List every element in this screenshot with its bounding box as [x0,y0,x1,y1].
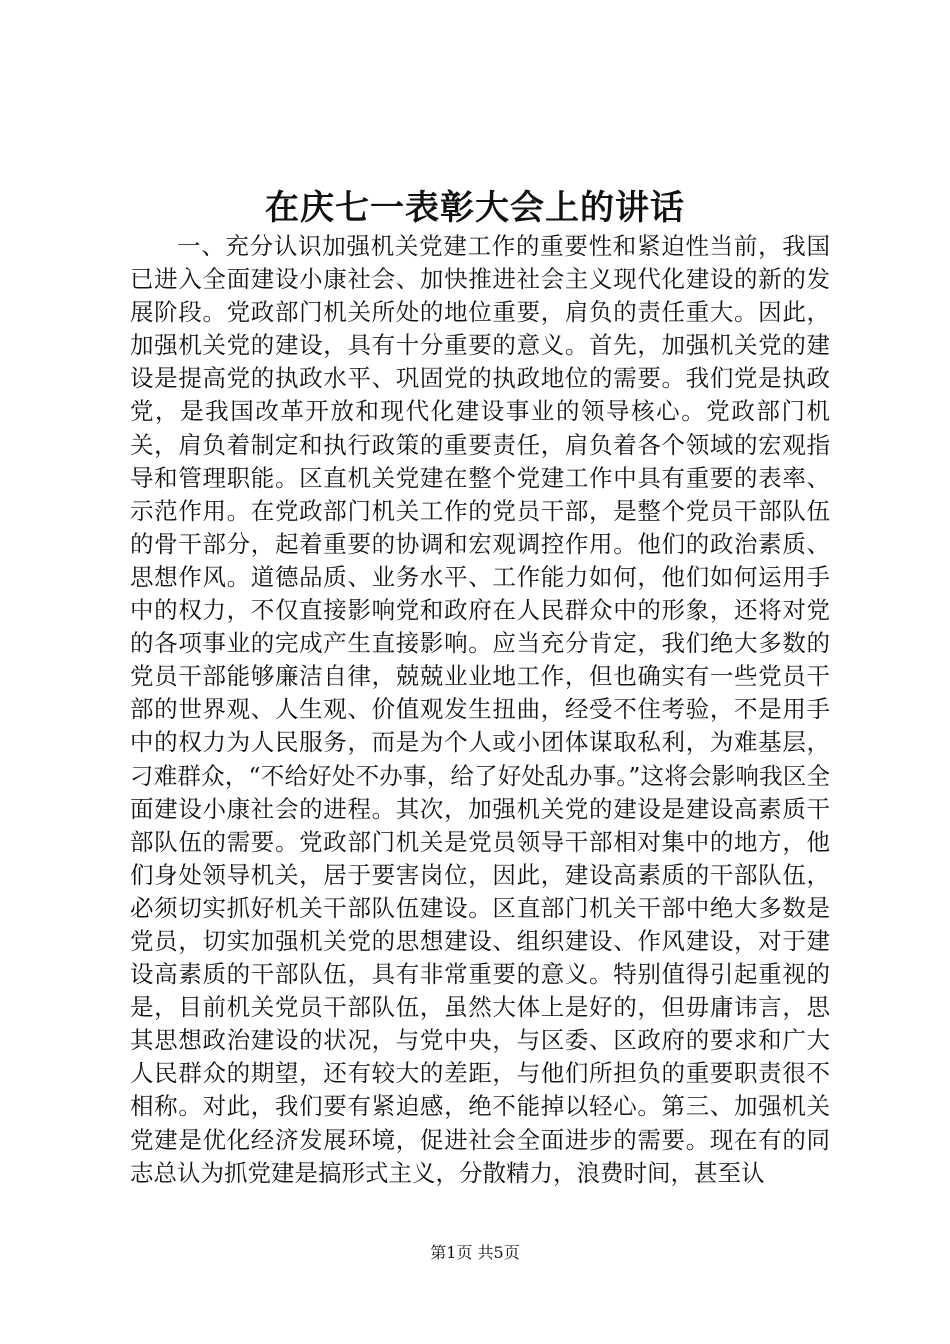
document-title: 在庆七一表彰大会上的讲话 [265,188,685,228]
body-paragraph: 一、充分认识加强机关党建工作的重要性和紧迫性当前，我国已进入全面建设小康社会、加快推进社会主义现代化建设的新的发展阶段。党政部门机关所处的地位重要，肩负的责任重大。因此，加强机关党的建设，具有十分重要的意义。首先，加强机关党的建设是提高党的执政水平、巩固党的执政地位的需要。我们党是执政党，是我国改革开放和现代化建设事业的领导核心。党政部门机关，肩负着制定和执行政策的重要责任，肩负着各个领域的宏观指导和管理职能。区直机关党建在整个党建工作中具有重要的表率、示范作用。在党政部门机关工作的党员干部，是整个党员干部队伍的骨干部分，起着重要的协调和宏观调控作用。他们的政治素质、思想作风。道德品质、业务水平、工作能力如何，他们如何运用手中的权力，不仅直接影响党和政府在人民群众中的形象，还将对党的各项事业的完成产生直接影响。应当充分肯定，我们绝大多数的党员干部能够廉洁自律，兢兢业业地工作，但也确实有一些党员干部的世界观、人生观、价值观发生扭曲，经受不住考验，不是用手中的权力为人民服务，而是为个人或小团体谋取私利，为难基层，刁难群众，“不给好处不办事，给了好处乱办事。”这将会影响我区全面建设小康社会的进程。其次，加强机关党的建设是建设高素质干部队伍的需要。党政部门机关是党员领导干部相对集中的地方，他们身处领导机关，居于要害岗位，因此，建设高素质的干部队伍，必须切实抓好机关干部队伍建设。区直部门机关干部中绝大多数是党员，切实加强机关党的思想建设、组织建设、作风建设，对于建设高素质的干部队伍，具有非常重要的意义。特别值得引起重视的是，目前机关党员干部队伍，虽然大体上是好的，但毋庸讳言，思其思想政治建设的状况，与党中央，与区委、区政府的要求和广大人民群众的期望，还有较大的差距，与他们所担负的重要职责很不相称。对此，我们要有紧迫感，绝不能掉以轻心。第三、加强机关党建是优化经济发展环境，促进社会全面进步的需要。现在有的同志总认为抓党建是搞形式主义，分散精力，浪费时间，甚至认 [130,232,830,1187]
page-footer: 第1页 共5页 [430,1243,520,1262]
